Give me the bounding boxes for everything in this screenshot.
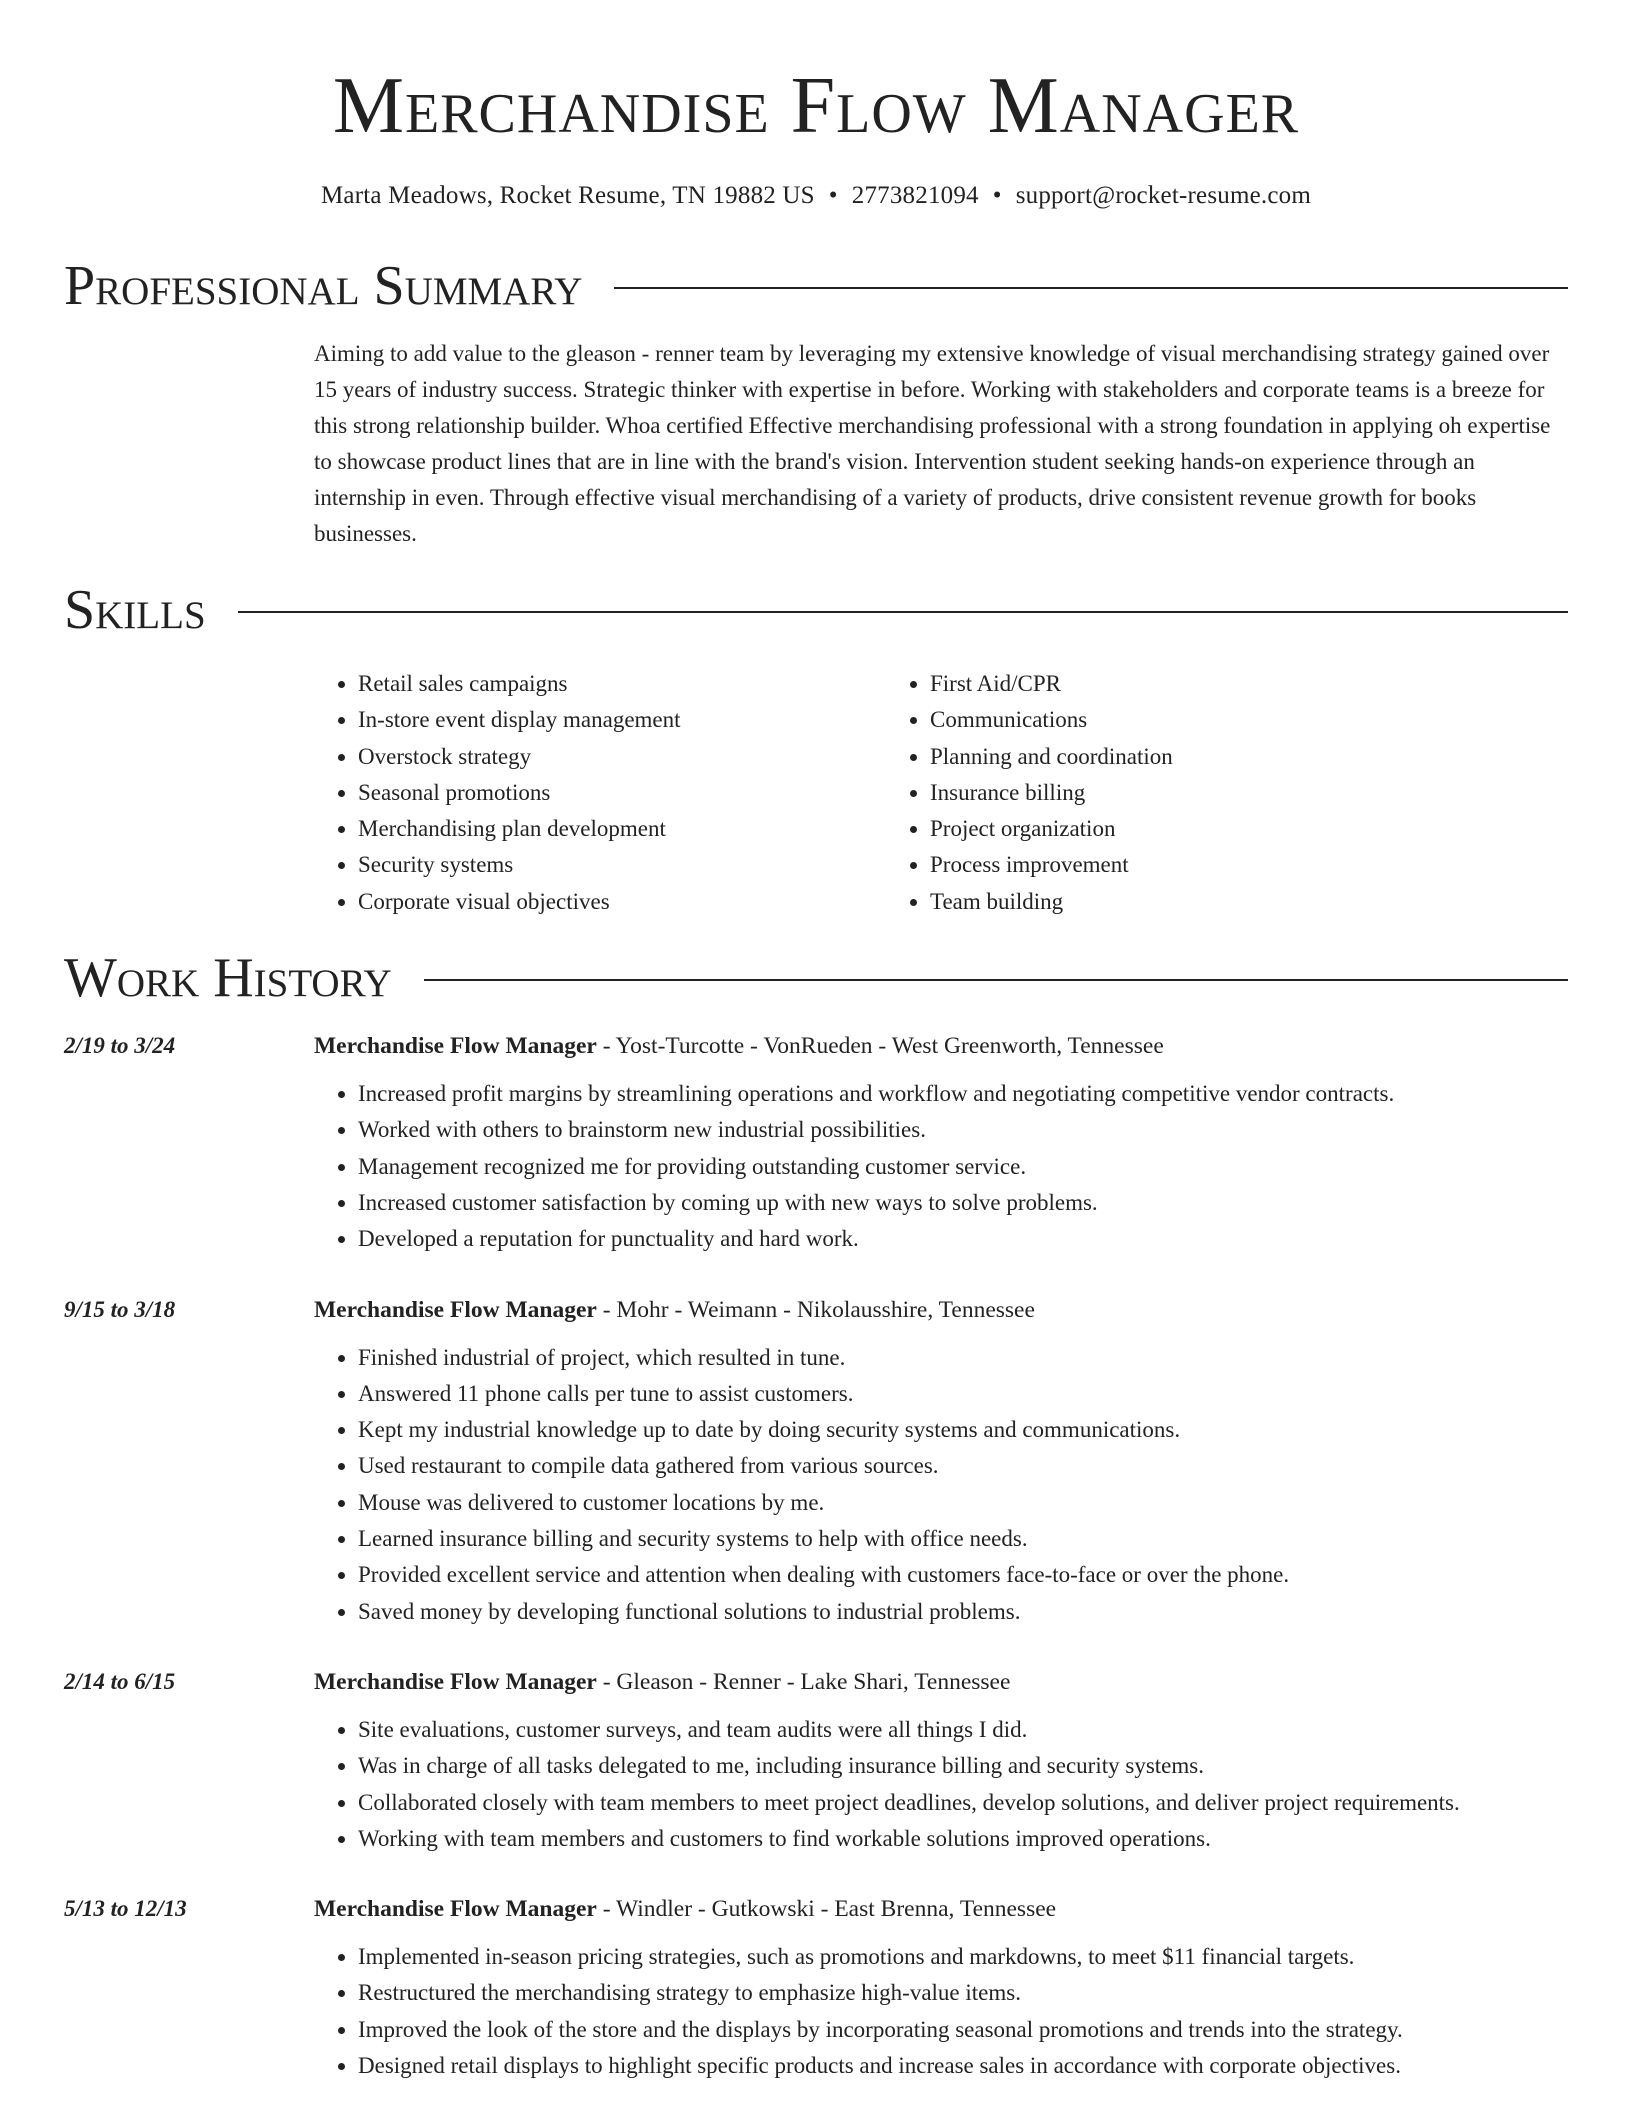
job-bullet: • Developed a reputation for punctuality and hard work.: [358, 1221, 1568, 1257]
job-bullet: • Mouse was delivered to customer locations by me.: [358, 1485, 1568, 1521]
job-bullet: • Worked with others to brainstorm new industrial possibilities.: [358, 1112, 1568, 1148]
job-bullet: • Saved money by developing functional solutions to industrial problems.: [358, 1594, 1568, 1630]
skill-item: • Merchandising plan development: [358, 811, 886, 847]
job-bullet: • Implemented in-season pricing strategies, such as promotions and markdowns, to meet $11 financial targets.: [358, 1939, 1568, 1975]
skill-item: • Security systems: [358, 847, 886, 883]
job-body: [314, 1666, 1568, 1857]
summary-text: Aiming to add value to the gleason - renner team by leveraging my extensive knowledge of visual merchandising strategy gained over 15 years of industry success. Strategic thinker with expertise in before. Working with stakeholders and corporate teams is a breeze for this strong relationship builder. Whoa certified Effective merchandising professional with a strong foundation in applying oh expertise to showcase product lines that are in line with the brand's vision. Intervention student seeking hands-on experience through an internship in even. Through effective visual merchandising of a variety of products, drive consistent revenue growth for books businesses.: [314, 341, 1551, 546]
section-divider: [238, 611, 1568, 613]
skill-item: • Corporate visual objectives: [358, 884, 886, 920]
job-entry: [64, 1030, 1568, 1257]
skill-item: • Team building: [930, 884, 1458, 920]
job-bullet: • Used restaurant to compile data gathered from various sources.: [358, 1448, 1568, 1484]
skill-item: • Process improvement: [930, 847, 1458, 883]
work-heading: Work History: [64, 947, 392, 1010]
page-title: Merchandise Flow Manager: [332, 62, 1300, 150]
job-dates: 5/13 to 12/13: [64, 1896, 187, 1922]
job-bullet: • Designed retail displays to highlight specific products and increase sales in accordance with corporate objectives.: [358, 2048, 1568, 2084]
job-bullets: [314, 1076, 1568, 1257]
job-dates: 2/14 to 6/15: [64, 1668, 176, 1694]
job-bullet: • Working with team members and customers to find workable solutions improved operations.: [358, 1821, 1568, 1857]
job-entry: [64, 1294, 1568, 1630]
contact-separator: •: [828, 182, 838, 209]
skill-item: • In-store event display management: [358, 702, 886, 738]
job-bullet: • Increased profit margins by streamlining operations and workflow and negotiating competitive vendor contracts.: [358, 1076, 1568, 1112]
job-role: Merchandise Flow Manager: [314, 1668, 597, 1695]
job-heading: [314, 1030, 1568, 1062]
job-role: Merchandise Flow Manager: [314, 1896, 597, 1923]
job-company: - Windler - Gutkowski - East Brenna, Tennessee: [596, 1896, 1057, 1923]
skills-column-right: [886, 666, 1458, 920]
job-body: [314, 1030, 1568, 1257]
skill-item: • Communications: [930, 702, 1458, 738]
job-heading: [314, 1893, 1568, 1925]
work-section-header: [64, 947, 1568, 1010]
contact-phone: 2773821094: [851, 182, 979, 209]
contact-address: Marta Meadows, Rocket Resume, TN 19882 US: [321, 182, 815, 209]
skill-item: • Planning and coordination: [930, 739, 1458, 775]
job-bullet: • Kept my industrial knowledge up to date by doing security systems and communications.: [358, 1412, 1568, 1448]
job-bullet: • Collaborated closely with team members to meet project deadlines, develop solutions, and deliver project requirements.: [358, 1785, 1568, 1821]
job-bullet: • Provided excellent service and attention when dealing with customers face-to-face or over the phone.: [358, 1557, 1568, 1593]
job-bullet: • Site evaluations, customer surveys, and team audits were all things I did.: [358, 1712, 1568, 1748]
section-divider: [424, 979, 1568, 981]
job-company: - Mohr - Weimann - Nikolausshire, Tennessee: [596, 1296, 1035, 1323]
job-company: - Yost-Turcotte - VonRueden - West Greenworth, Tennessee: [596, 1033, 1164, 1060]
skills-section-header: [64, 579, 1568, 641]
skill-item: • Seasonal promotions: [358, 775, 886, 811]
job-bullet: • Answered 11 phone calls per tune to assist customers.: [358, 1376, 1568, 1412]
job-entry: [64, 1666, 1568, 1857]
summary-heading: Professional Summary: [64, 255, 583, 317]
skill-item: • Overstock strategy: [358, 739, 886, 775]
skill-item: • Retail sales campaigns: [358, 666, 886, 702]
contact-line: [64, 182, 1568, 210]
job-bullet: • Restructured the merchandising strategy to emphasize high-value items.: [358, 1975, 1568, 2011]
job-dates: 2/19 to 3/24: [64, 1033, 176, 1059]
job-body: [314, 1294, 1568, 1630]
contact-separator: •: [992, 182, 1002, 209]
skills-heading: Skills: [64, 579, 206, 641]
job-company: - Gleason - Renner - Lake Shari, Tennessee: [596, 1668, 1011, 1695]
job-bullet: • Learned insurance billing and security systems to help with office needs.: [358, 1521, 1568, 1557]
job-bullets: [314, 1939, 1568, 2084]
skill-item: • Project organization: [930, 811, 1458, 847]
job-heading: [314, 1294, 1568, 1326]
job-bullet: • Finished industrial of project, which resulted in tune.: [358, 1340, 1568, 1376]
job-body: [314, 1893, 1568, 2084]
job-bullet: • Was in charge of all tasks delegated to me, including insurance billing and security systems.: [358, 1748, 1568, 1784]
job-role: Merchandise Flow Manager: [314, 1296, 597, 1323]
skills-column-left: [314, 666, 886, 920]
job-bullets: [314, 1340, 1568, 1630]
job-entry: [64, 1893, 1568, 2084]
job-bullet: • Management recognized me for providing outstanding customer service.: [358, 1149, 1568, 1185]
job-dates: 9/15 to 3/18: [64, 1296, 176, 1322]
skill-item: • Insurance billing: [930, 775, 1458, 811]
section-divider: [614, 287, 1568, 289]
job-heading: [314, 1666, 1568, 1698]
job-bullets: [314, 1712, 1568, 1857]
skills-list: [314, 666, 1568, 920]
job-role: Merchandise Flow Manager: [314, 1033, 597, 1060]
summary-section-header: [64, 255, 1568, 317]
job-bullet: • Increased customer satisfaction by coming up with new ways to solve problems.: [358, 1185, 1568, 1221]
job-bullet: • Improved the look of the store and the displays by incorporating seasonal promotions and trends into the strategy.: [358, 2012, 1568, 2048]
skill-item: • First Aid/CPR: [930, 666, 1458, 702]
contact-email: support@rocket-resume.com: [1015, 182, 1311, 209]
